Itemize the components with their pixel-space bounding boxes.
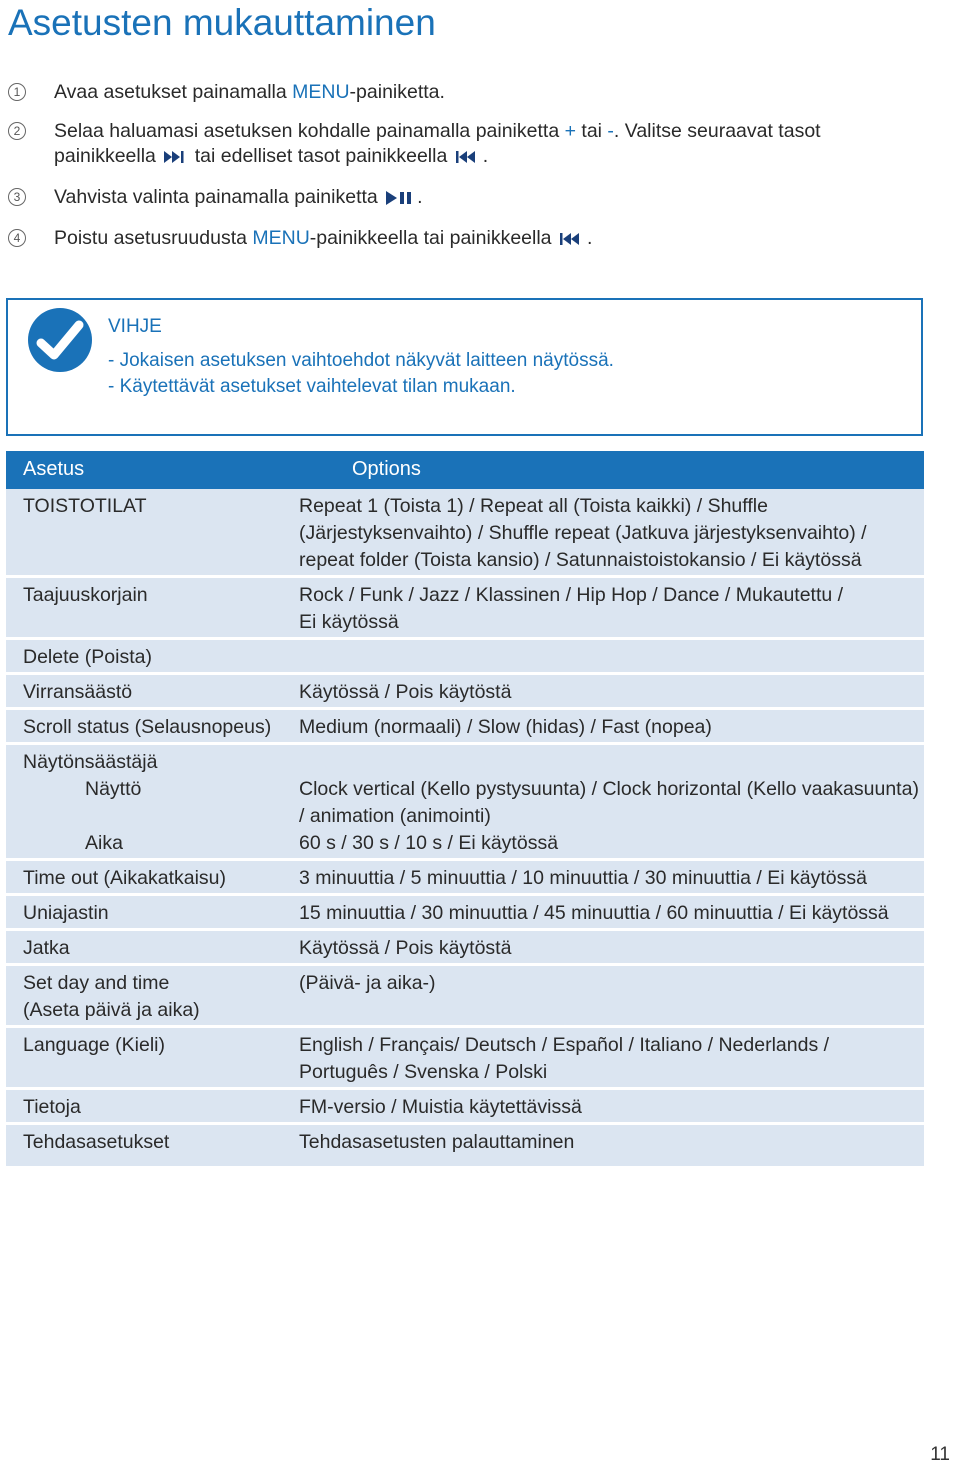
sub-setting-label: Aika	[85, 832, 123, 854]
skip-forward-icon	[164, 146, 186, 171]
page-title: Asetusten mukauttaminen	[8, 2, 436, 43]
page-number: 11	[930, 1444, 950, 1465]
setting-name: Tehdasasetukset	[23, 1131, 170, 1153]
step-text: Selaa haluamasi asetuksen kohdalle painamalla painiketta	[54, 120, 565, 142]
setting-name: Taajuuskorjain	[23, 584, 148, 606]
step-2	[8, 119, 908, 171]
table-row	[6, 1028, 924, 1090]
step-text: Avaa asetukset painamalla	[54, 81, 293, 103]
tip-title: VIHJE	[108, 316, 162, 337]
tip-box	[6, 298, 923, 436]
step-number: 1	[8, 83, 26, 101]
plus-key-label: +	[564, 120, 576, 142]
setting-label: Set day and time	[23, 972, 170, 994]
setting-options	[299, 1032, 919, 1086]
option-line: English / Français/ Deutsch / Español / Italiano / Nederlands /	[299, 1034, 830, 1056]
table-row	[6, 675, 924, 710]
setting-name: Delete (Poista)	[23, 646, 152, 668]
menu-key-label: MENU	[252, 227, 310, 249]
setting-name: Virransäästö	[23, 681, 133, 703]
column-header-options: Options	[352, 458, 421, 480]
step-number: 2	[8, 122, 26, 140]
table-row	[6, 931, 924, 966]
step-number: 3	[8, 188, 26, 206]
setting-options	[299, 865, 919, 892]
setting-options	[299, 900, 919, 927]
option-line: / animation (animointi)	[299, 805, 491, 827]
table-row	[6, 1125, 924, 1160]
option-line: Medium (normaali) / Slow (hidas) / Fast (nopea)	[299, 716, 712, 738]
step-1	[8, 80, 908, 105]
checkmark-icon	[28, 308, 92, 372]
step-text: tai edelliset tasot painikkeella	[189, 145, 453, 167]
setting-name	[23, 749, 293, 857]
setting-name: TOISTOTILAT	[23, 495, 147, 517]
step-text: -painikkeella tai painikkeella	[309, 227, 557, 249]
step-text: .	[417, 186, 423, 208]
step-text: painikkeella	[54, 145, 162, 167]
step-text: tai	[575, 120, 608, 142]
option-line: Käytössä / Pois käytöstä	[299, 937, 512, 959]
option-line: Português / Svenska / Polski	[299, 1061, 548, 1083]
setting-name: Tietoja	[23, 1096, 81, 1118]
option-line: FM-versio / Muistia käytettävissä	[299, 1096, 582, 1118]
menu-key-label: MENU	[292, 81, 350, 103]
option-line: Clock vertical (Kello pystysuunta) / Clock horizontal (Kello vaakasuunta)	[299, 778, 919, 800]
option-line: Repeat 1 (Toista 1) / Repeat all (Toista kaikki) / Shuffle	[299, 495, 768, 517]
option-line: 3 minuuttia / 5 minuuttia / 10 minuuttia / 30 minuuttia / Ei käytössä	[299, 867, 867, 889]
table-row	[6, 861, 924, 896]
table-row	[6, 896, 924, 931]
instruction-steps	[8, 80, 908, 267]
setting-name	[23, 970, 293, 1024]
step-text: .	[482, 145, 489, 167]
setting-name: Jatka	[23, 937, 70, 959]
setting-options	[299, 935, 919, 962]
option-line: (Päivä- ja aika-)	[299, 972, 436, 994]
table-header	[6, 451, 924, 489]
setting-options	[299, 714, 919, 741]
step-3	[8, 185, 908, 212]
setting-name: Scroll status (Selausnopeus)	[23, 716, 272, 738]
column-header-setting: Asetus	[23, 458, 85, 480]
setting-options	[299, 1129, 919, 1156]
setting-options	[299, 493, 919, 574]
skip-back-icon	[560, 228, 584, 253]
setting-name: Time out (Aikakatkaisu)	[23, 867, 227, 889]
option-line: 15 minuuttia / 30 minuuttia / 45 minuuttia / 60 minuuttia / Ei käytössä	[299, 902, 889, 924]
setting-options	[299, 1094, 919, 1121]
step-text: -painiketta.	[349, 81, 445, 103]
option-line: Rock / Funk / Jazz / Klassinen / Hip Hop / Dance / Mukautettu /	[299, 584, 844, 606]
sub-setting-label: Näyttö	[85, 778, 142, 800]
option-line: repeat folder (Toista kansio) / Satunnaistoistokansio / Ei käytössä	[299, 549, 862, 571]
setting-name: Uniajastin	[23, 902, 109, 924]
play-pause-icon	[386, 187, 414, 212]
setting-name: Language (Kieli)	[23, 1034, 166, 1056]
option-line: (Järjestyksenvaihto) / Shuffle repeat (Jatkuva järjestyksenvaihto) /	[299, 522, 867, 544]
step-number: 4	[8, 229, 26, 247]
setting-options	[299, 970, 919, 997]
skip-back-icon	[456, 146, 480, 171]
step-text: Vahvista valinta painamalla painiketta	[54, 186, 384, 208]
option-line: Ei käytössä	[299, 611, 399, 633]
option-line: 60 s / 30 s / 10 s / Ei käytössä	[299, 832, 559, 854]
step-text: . Valitse seuraavat tasot	[613, 120, 821, 142]
minus-key-label: -	[607, 120, 614, 142]
table-row	[6, 640, 924, 675]
setting-options	[299, 679, 919, 706]
setting-options	[299, 582, 919, 636]
step-4	[8, 226, 908, 253]
option-line: Käytössä / Pois käytöstä	[299, 681, 512, 703]
tip-line: - Käytettävät asetukset vaihtelevat tilan mukaan.	[108, 376, 516, 397]
step-text: .	[586, 227, 593, 249]
table-row	[6, 489, 924, 578]
step-text: Poistu asetusruudusta	[54, 227, 253, 249]
table-row	[6, 710, 924, 745]
setting-options	[299, 776, 919, 857]
setting-label: (Aseta päivä ja aika)	[23, 999, 200, 1021]
settings-table	[6, 451, 924, 1166]
table-row	[6, 578, 924, 640]
table-row	[6, 1090, 924, 1125]
table-row	[6, 745, 924, 861]
option-line: Tehdasasetusten palauttaminen	[299, 1131, 575, 1153]
tip-line: - Jokaisen asetuksen vaihtoehdot näkyvät laitteen näytössä.	[108, 350, 614, 371]
setting-label: Näytönsäästäjä	[23, 751, 158, 773]
table-row	[6, 966, 924, 1028]
